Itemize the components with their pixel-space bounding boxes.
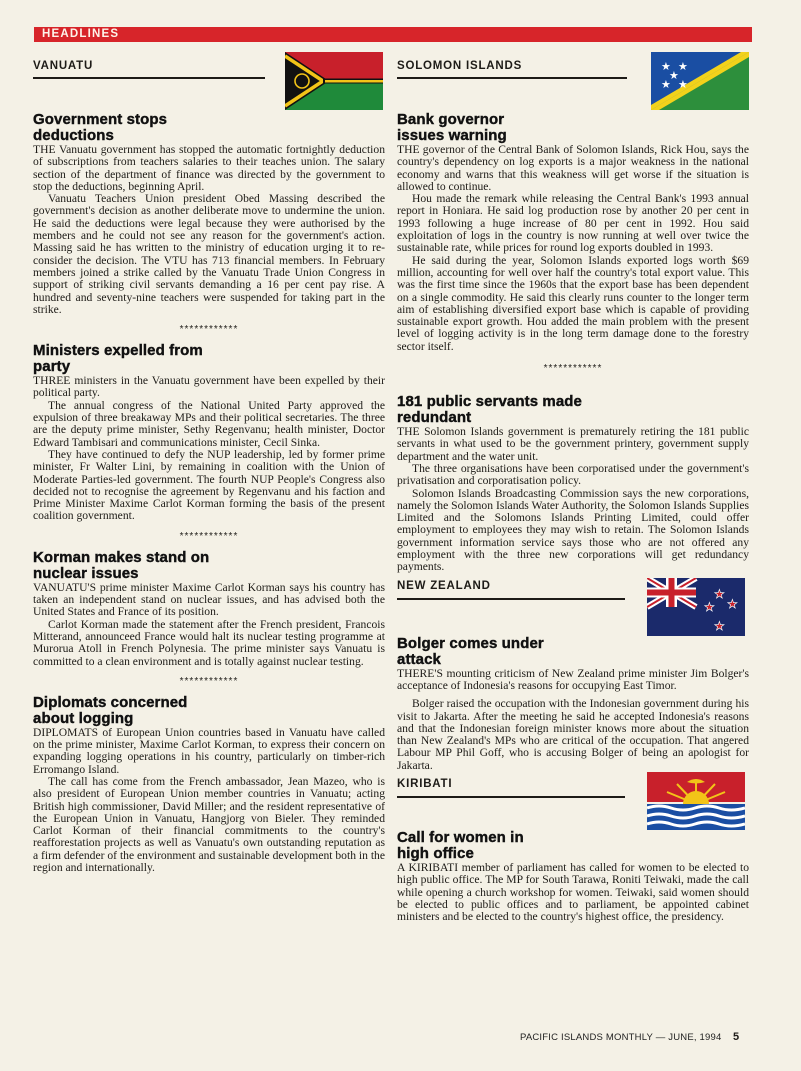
vanuatu-header <box>33 50 385 108</box>
paragraph: THE Vanuatu government has stopped the automatic fortnightly deduction of subscriptions from teachers salaries to their teaches union. The salary section of the department of finance was directed by the government to stop the deductions, beginning April. <box>33 143 385 193</box>
solomon-islands-flag <box>651 52 749 110</box>
story-bolger-attack <box>397 636 749 772</box>
headline: Bolger comes under attack <box>397 634 544 668</box>
vanuatu-flag <box>285 52 383 110</box>
paragraph: VANUATU'S prime minister Maxime Carlot Korman says his country has taken an independent stand on nuclear issues, and has advised both the United States and France of its position. <box>33 580 385 619</box>
kiribati-flag <box>647 772 745 830</box>
headline: 181 public servants made redundant <box>397 393 582 427</box>
story-body <box>33 727 385 875</box>
paragraph: Vanuatu Teachers Union president Obed Massing described the government's decision as another deliberate move to undermine the union. He said the deductions were legal because they were authorised by the members and he could not see any reason for the government's action. Massing said he has written to the ministry of education urging it to re-consider the decision. The VTU has 713 financial members. In February members joined a strike called by the Vanuatu Trade Union Congress in support of striking civil servants demanding a 16 per cent pay rise. A hundred and seventy-nine teachers were suspended for taking part in the strike. <box>33 192 385 316</box>
country-rule <box>33 77 265 79</box>
headline: Ministers expelled from party <box>33 342 203 376</box>
svg-text:★: ★ <box>678 60 688 73</box>
paragraph: The annual congress of the National United Party approved the expulsion of three breakaway MPs and their political secretaries. The three are the deputy prime minister, Sethy Regenvanu; health minister, Doctor Edward Tambisari and communications minister, Cecil Sinka. <box>33 398 385 449</box>
country-name-newzealand: NEW ZEALAND <box>397 579 491 592</box>
paragraph: They have continued to defy the NUP leadership, led by former prime minister, Fr Walter Lini, by remaining in coalition with the Union of Moderate Parties-led government. The fourth NUP People's Congress also decided not to recognise the agreement by Regenvanu and his faction and Prime Minister Maxime Carlot Korman forming the basis of the present coalition government. <box>33 447 385 523</box>
publication-footer: PACIFIC ISLANDS MONTHLY — JUNE, 1994 <box>520 1032 722 1043</box>
story-separator: ************ <box>179 675 239 687</box>
paragraph: Solomon Islands Broadcasting Commission says the new corporations, namely the Solomon Islands Water Authority, the Solomon Islands Supplies Limited and the Solomons Islands Printing Limited, could offer employment to employees they may wish to retain. The Solomon Islands government information service says those who are not offered any employment with the three new corporations will get redundancy payments. <box>397 486 749 574</box>
headline: Call for women in high office <box>397 828 524 862</box>
country-rule <box>397 77 627 79</box>
paragraph: THE Solomon Islands government is prematurely retiring the 181 public servants in what used to be the government printery, government supply department and the water unit. <box>397 425 749 463</box>
story-bank-governor <box>397 112 749 353</box>
vanuatu-column <box>33 50 385 874</box>
new-zealand-flag <box>647 578 745 636</box>
country-rule <box>397 796 625 798</box>
paragraph: Hou made the remark while releasing the Central Bank's 1993 annual report in Honiara. He said log production rose by another 20 per cent in 1993 following a huge increase of 80 per cent in 1992. Hou said exploitation of logs in the country is now running at well over twice the sustainable rate, while prices for round log exports doubled in 1993. <box>397 192 749 255</box>
svg-text:★: ★ <box>669 69 679 82</box>
story-body <box>33 582 385 668</box>
paragraph: THREE ministers in the Vanuatu government have been expelled by their political party. <box>33 374 385 400</box>
story-diplomats-logging <box>33 695 385 875</box>
country-name-vanuatu: VANUATU <box>33 60 94 72</box>
kiribati-header <box>397 774 749 826</box>
story-korman-nuclear <box>33 550 385 668</box>
svg-text:★: ★ <box>714 586 725 601</box>
headline: Diplomats concerned about logging <box>33 693 188 727</box>
svg-text:★: ★ <box>661 60 671 73</box>
story-public-servants <box>397 394 749 574</box>
story-government-deductions <box>33 112 385 316</box>
country-name-solomon: SOLOMON ISLANDS <box>397 60 523 72</box>
solomon-header <box>397 50 749 108</box>
paragraph: The call has come from the French ambassador, Jean Mazeo, who is also president of European Union member countries in Vanuatu; acting British high commissioner, David Miller; and the resident representative of the European Union in Vanuatu, Hangjorg von Bieler. They reminded Carlot Korman of their financial commitments to the country's reafforestation projects as well as Vanuatu's own outstanding reputation as a firm defender of the environment and sustainable development both in the region and internationally. <box>33 774 385 875</box>
paragraph: DIPLOMATS of European Union countries based in Vanuatu have called on the prime minister, Maxime Carlot Korman, to express their concern on expanding logging operations in his country, particularly on timber-rich Erromango Island. <box>33 725 385 776</box>
paragraph: THE governor of the Central Bank of Solomon Islands, Rick Hou, says the country's dependency on log exports is a major weakness in the national economy and warns that this weakness will get worse if the situation is allowed to continue. <box>397 143 749 193</box>
headline: Government stops deductions <box>33 111 168 144</box>
story-body <box>33 375 385 523</box>
story-separator: ************ <box>179 324 239 336</box>
story-separator: ************ <box>179 530 239 542</box>
svg-text:★: ★ <box>678 78 688 91</box>
headline: Bank governor issues warning <box>397 111 507 144</box>
story-women-high-office <box>397 830 749 923</box>
story-body <box>397 144 749 353</box>
svg-text:★: ★ <box>727 596 738 611</box>
country-rule <box>397 598 625 600</box>
svg-text:★: ★ <box>704 599 715 614</box>
story-body <box>397 668 749 772</box>
section-label: HEADLINES <box>42 28 120 40</box>
paragraph: Bolger raised the occupation with the Indonesian government during his visit to Jakarta. After the meeting he said he accepted Indonesia's reasons and that the Indonesian foreign minister knows more about the situation than New Zealand's MPs who are critical of the occupation. That angered Labour MP Phil Goff, who is accusing Bolger of being an apologist for Jakarta. <box>397 697 749 772</box>
country-name-kiribati: KIRIBATI <box>397 777 453 790</box>
paragraph: THERE'S mounting criticism of New Zealand prime minister Jim Bolger's acceptance of Indonesia's reasons for occupying East Timor. <box>397 666 749 692</box>
paragraph: He said during the year, Solomon Islands exported logs worth $69 million, accounting for well over half the country's total export value. This was the first time since the 1960s that the export base has been dependent on a single commodity. He said this clearly runs counter to the longer term aim of establishing diversified export base which is capable of providing sustainable export growth. Hou added the main problem with the present level of logging activity is in the long term damage done to the forestry sector itself. <box>397 253 749 353</box>
story-body <box>397 862 749 923</box>
paragraph: Carlot Korman made the statement after the French president, Francois Mitterand, announceed France would halt its nuclear testing programme at Murorua Atoll in French Polynesia. The prime minister says Vanuatu is committed to a clean environment and is totally against nuclear testing. <box>33 617 385 668</box>
svg-text:★: ★ <box>714 618 725 633</box>
paragraph: A KIRIBATI member of parliament has called for women to be elected to high public office. The MP for South Tarawa, Roniti Teiwaki, made the call while opening a church workshop for women. Teiwaki, said women should be elected to public offices and to parliament, be appointed cabinet ministers and be elected to the country's highest office, the presidency. <box>397 860 749 924</box>
story-body <box>397 426 749 574</box>
headlines-bar <box>34 27 752 42</box>
story-body <box>33 144 385 316</box>
story-separator: ************ <box>543 363 603 375</box>
right-column <box>397 50 749 923</box>
page-number: 5 <box>733 1031 740 1043</box>
headline: Korman makes stand on nuclear issues <box>33 548 210 582</box>
story-ministers-expelled <box>33 343 385 523</box>
paragraph: The three organisations have been corporatised under the government's privatisation and corporatisation policy. <box>397 461 749 488</box>
newzealand-header <box>397 576 749 632</box>
svg-text:★: ★ <box>661 78 671 91</box>
